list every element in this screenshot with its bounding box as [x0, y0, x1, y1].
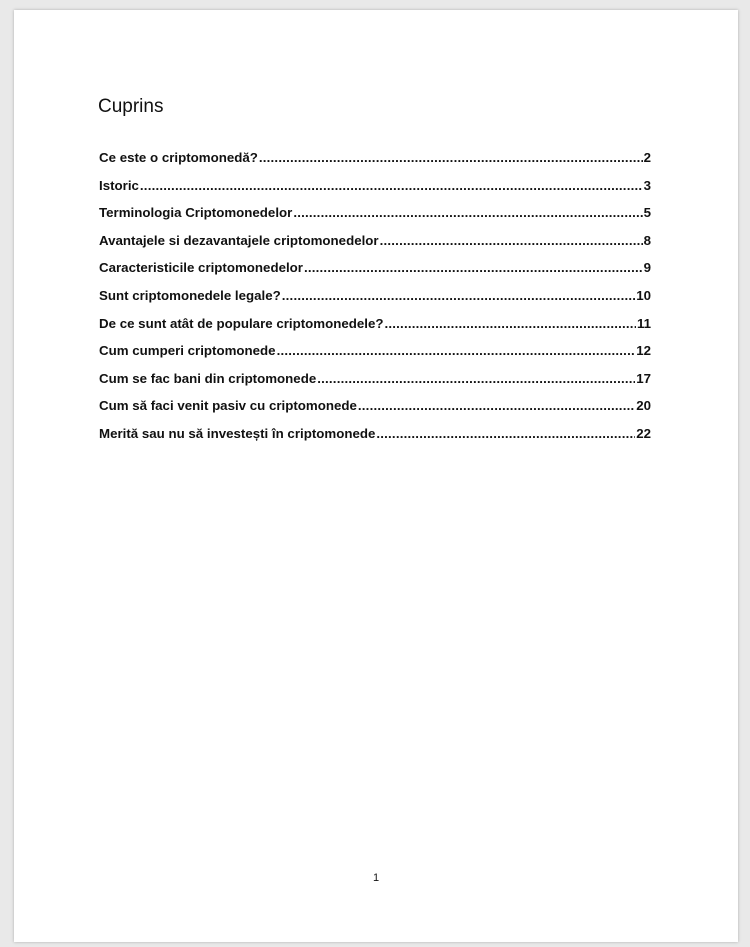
toc-entry-characteristics[interactable] — [99, 260, 651, 288]
toc-entry-popularity[interactable] — [99, 316, 651, 344]
toc-entry-worth-investing[interactable] — [99, 426, 651, 454]
toc-entry-page: 3 — [643, 177, 651, 193]
toc-dot-leader — [282, 288, 635, 303]
toc-entry-label: Cum se fac bani din criptomonede — [99, 370, 317, 386]
toc-entry-page: 8 — [643, 232, 651, 248]
toc-entry-label: Ce este o criptomonedă? — [99, 150, 258, 165]
document-page — [14, 10, 738, 942]
toc-entry-label: Merită sau nu să investești în criptomonede — [99, 425, 376, 441]
toc-dot-leader — [380, 233, 643, 248]
toc-entry-label: Istoric — [99, 177, 139, 193]
toc-entry-label: Cum să faci venit pasiv cu criptomonede — [99, 398, 357, 414]
toc-entry-what-is-crypto[interactable] — [99, 150, 651, 178]
toc-entry-label: Terminologia Criptomonedelor — [99, 205, 293, 221]
toc-entry-label: Caracteristicile criptomonedelor — [99, 260, 303, 276]
toc-dot-leader — [140, 178, 643, 193]
toc-list — [99, 150, 651, 454]
toc-entry-page: 20 — [636, 398, 651, 414]
toc-dot-leader — [376, 426, 635, 441]
toc-entry-page: 10 — [636, 287, 651, 303]
toc-dot-leader — [277, 343, 636, 358]
toc-entry-page: 22 — [636, 425, 651, 441]
toc-title: Cuprins — [98, 96, 164, 117]
toc-entry-label: Cum cumperi criptomonede — [99, 343, 276, 359]
toc-dot-leader — [358, 398, 635, 413]
toc-dot-leader — [259, 150, 643, 165]
toc-entry-terminology[interactable] — [99, 205, 651, 233]
toc-entry-making-money[interactable] — [99, 371, 651, 399]
footer-page-number: 1 — [372, 872, 380, 884]
toc-entry-label: Avantajele si dezavantajele criptomonedelor — [99, 232, 379, 248]
toc-entry-how-to-buy[interactable] — [99, 343, 651, 371]
toc-entry-page: 2 — [643, 150, 651, 165]
toc-dot-leader — [384, 316, 635, 331]
toc-entry-page: 9 — [643, 260, 651, 276]
toc-entry-label: De ce sunt atât de populare criptomonedele? — [99, 315, 384, 331]
toc-entry-history[interactable] — [99, 178, 651, 206]
toc-dot-leader — [293, 205, 642, 220]
toc-entry-legality[interactable] — [99, 288, 651, 316]
toc-entry-passive-income[interactable] — [99, 398, 651, 426]
toc-entry-page: 12 — [636, 343, 651, 359]
toc-entry-page: 5 — [643, 205, 651, 221]
toc-entry-label: Sunt criptomonedele legale? — [99, 287, 281, 303]
toc-entry-page: 17 — [636, 370, 651, 386]
toc-entry-page: 11 — [636, 315, 651, 331]
toc-dot-leader — [317, 371, 635, 386]
toc-entry-pros-cons[interactable] — [99, 233, 651, 261]
toc-dot-leader — [304, 260, 643, 275]
